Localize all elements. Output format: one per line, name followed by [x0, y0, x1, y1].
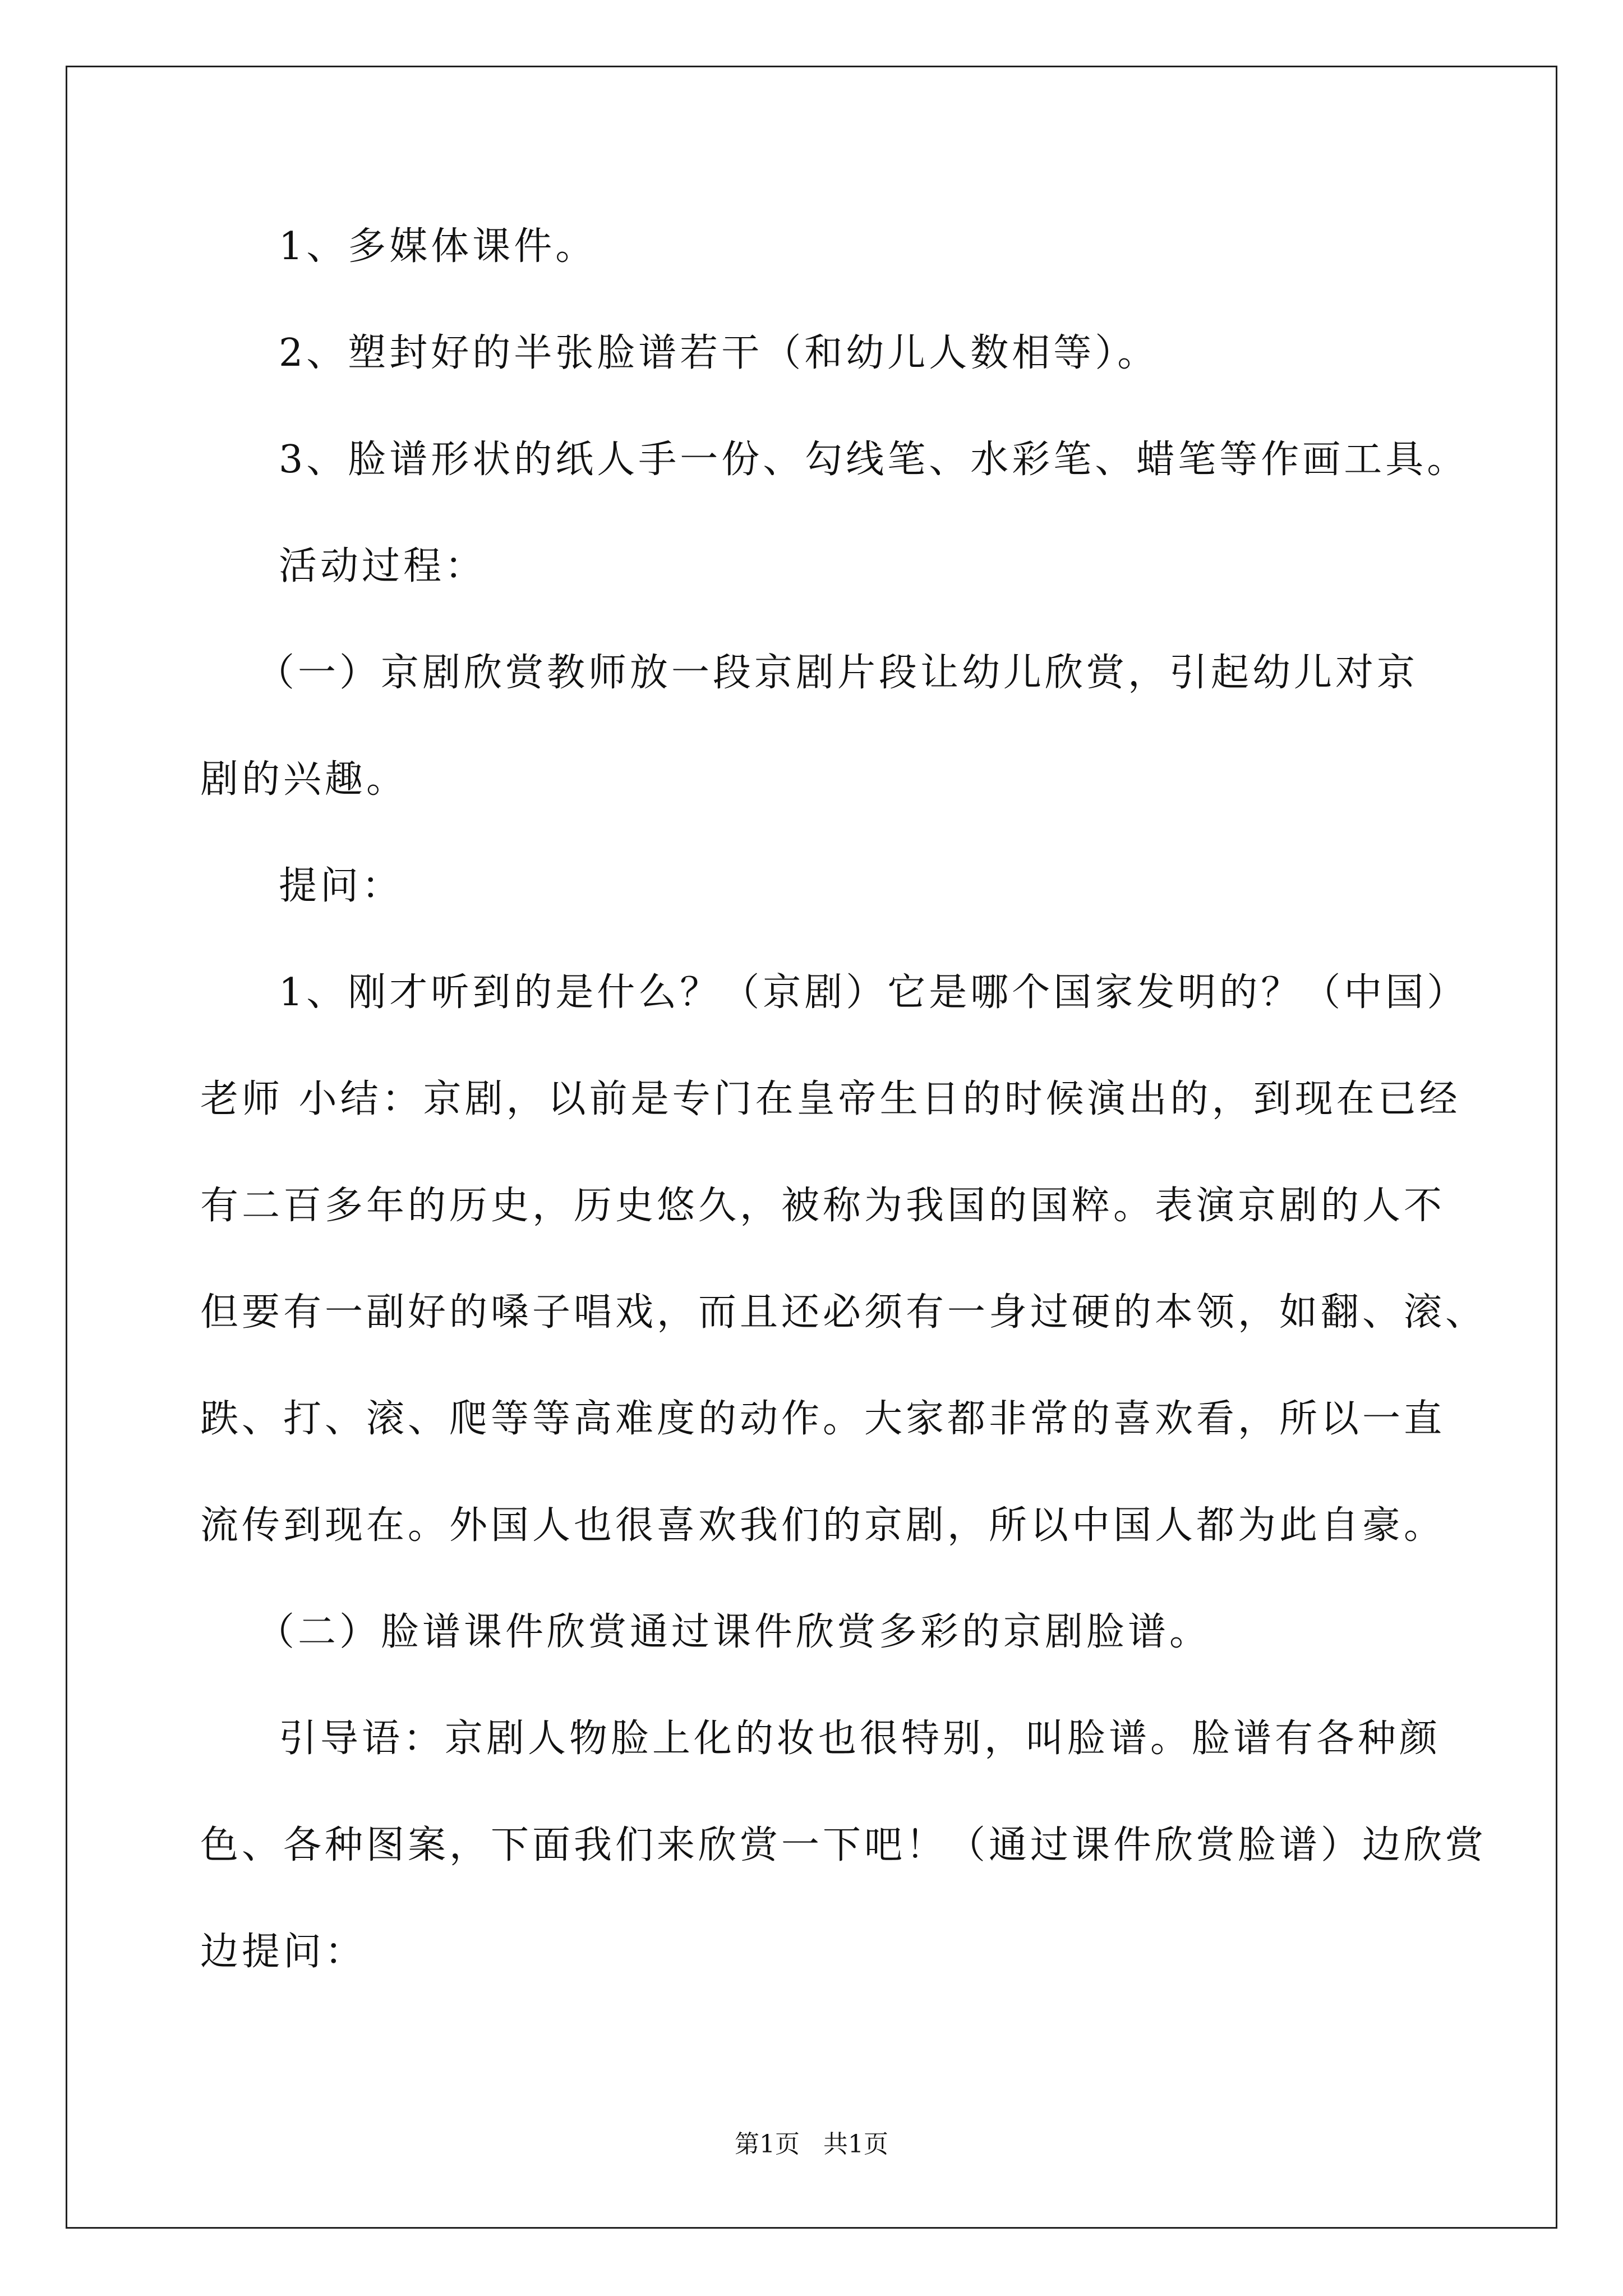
paragraph-line: 边提问：: [200, 1930, 367, 1974]
paragraph-line: 3、脸谱形状的纸人手一份、勾线笔、水彩笔、蜡笔等作画工具。: [279, 438, 1469, 482]
paragraph-line: 跌、打、滚、爬等等高难度的动作。大家都非常的喜欢看，所以一直: [200, 1397, 1446, 1441]
paragraph-line: 有二百多年的历史，历史悠久，被称为我国的国粹。表演京剧的人不: [200, 1184, 1446, 1228]
paragraph-line: （一）京剧欣赏教师放一段京剧片段让幼儿欣赏，引起幼儿对京: [256, 651, 1419, 695]
paragraph-line: 1、多媒体课件。: [279, 224, 597, 269]
paragraph-line: 引导语：京剧人物脸上化的妆也很特别，叫脸谱。脸谱有各种颜: [279, 1717, 1441, 1761]
paragraph-line: 提问：: [279, 864, 404, 908]
paragraph-line: 1、刚才听到的是什么？（京剧）它是哪个国家发明的？（中国）: [279, 970, 1469, 1015]
page-border: [66, 66, 1557, 2229]
paragraph-line: 流传到现在。外国人也很喜欢我们的京剧，所以中国人都为此自豪。: [200, 1503, 1446, 1548]
section-heading: 活动过程：: [279, 544, 487, 588]
paragraph-line: 剧的兴趣。: [200, 757, 408, 802]
paragraph-line: 老师 小结：京剧，以前是专门在皇帝生日的时候演出的，到现在已经: [200, 1077, 1461, 1121]
paragraph-line: 但要有一副好的嗓子唱戏，而且还必须有一身过硬的本领，如翻、滚、: [200, 1290, 1487, 1335]
paragraph-line: 色、各种图案，下面我们来欣赏一下吧！（通过课件欣赏脸谱）边欣赏: [200, 1823, 1487, 1867]
paragraph-line: （二）脸谱课件欣赏通过课件欣赏多彩的京剧脸谱。: [256, 1610, 1211, 1654]
page-number-footer: 第1页 共1页: [735, 2130, 888, 2159]
paragraph-line: 2、塑封好的半张脸谱若干（和幼儿人数相等）。: [279, 331, 1159, 375]
